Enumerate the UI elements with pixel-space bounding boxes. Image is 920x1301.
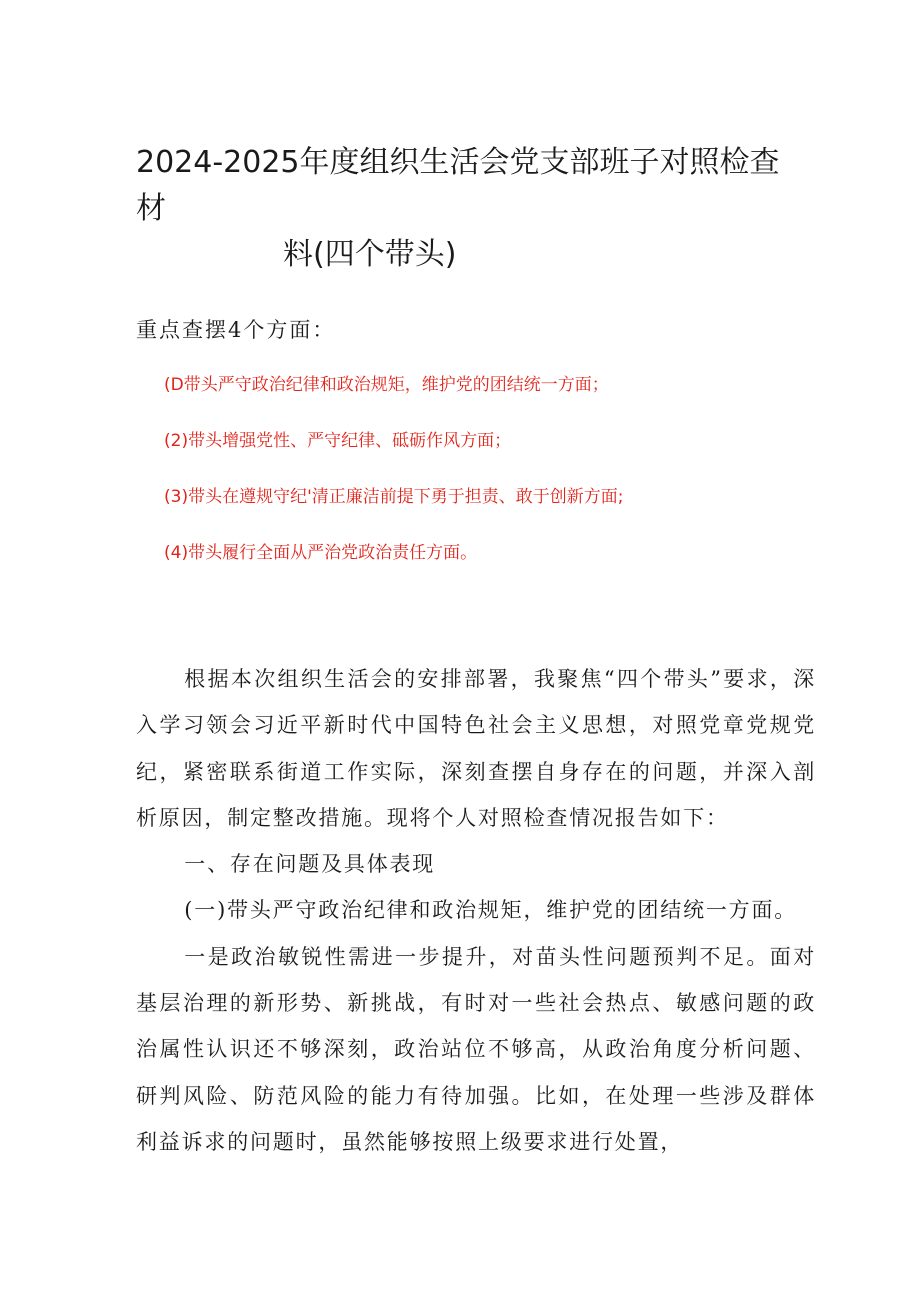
body-paragraph-intro: 根据本次组织生活会的安排部署，我聚焦“四个带头”要求，深入学习领会习近平新时代中国特色社会主义思想，对照党章党规党纪，紧密联系街道工作实际，深刻查摆自身存在的问题，并深入剖析原因，制定整改措施。现将个人对照检查情况报告如下： bbox=[136, 667, 816, 830]
title-line-1: 2024-2025年度组织生活会党支部班子对照检查材 bbox=[136, 145, 780, 226]
aspect-item-1: (D带头严守政治纪律和政治规矩，维护党的团结统一方面； bbox=[164, 375, 609, 395]
aspects-intro: 重点查摆4个方面： bbox=[136, 318, 336, 342]
document-title bbox=[136, 140, 796, 278]
aspect-item-4: (4)带头履行全面从严治党政治责任方面。 bbox=[164, 543, 478, 563]
aspects-list bbox=[164, 372, 884, 596]
aspect-item-2: (2)带头增强党性、严守纪律、砥砺作风方面； bbox=[164, 431, 512, 451]
body-text bbox=[136, 656, 816, 1165]
body-paragraph-point-one: 一是政治敏锐性需进一步提升，对苗头性问题预判不足。面对基层治理的新形势、新挑战，有时对一些社会热点、敏感问题的政治属性认识还不够深刻，政治站位不够高，从政治角度分析问题、研判风险、防范风险的能力有待加强。比如，在处理一些涉及群体利益诉求的问题时，虽然能够按照上级要求进行处置， bbox=[136, 944, 816, 1154]
title-line-2: 料(四个带头) bbox=[283, 237, 457, 272]
subsection-heading: (一)带头严守政治纪律和政治规矩，维护党的团结统一方面。 bbox=[184, 898, 798, 923]
aspect-item-3: (3)带头在遵规守纪'清正廉洁前提下勇于担责、敢于创新方面; bbox=[164, 487, 624, 507]
section-heading: 一、存在问题及具体表现 bbox=[184, 852, 436, 877]
